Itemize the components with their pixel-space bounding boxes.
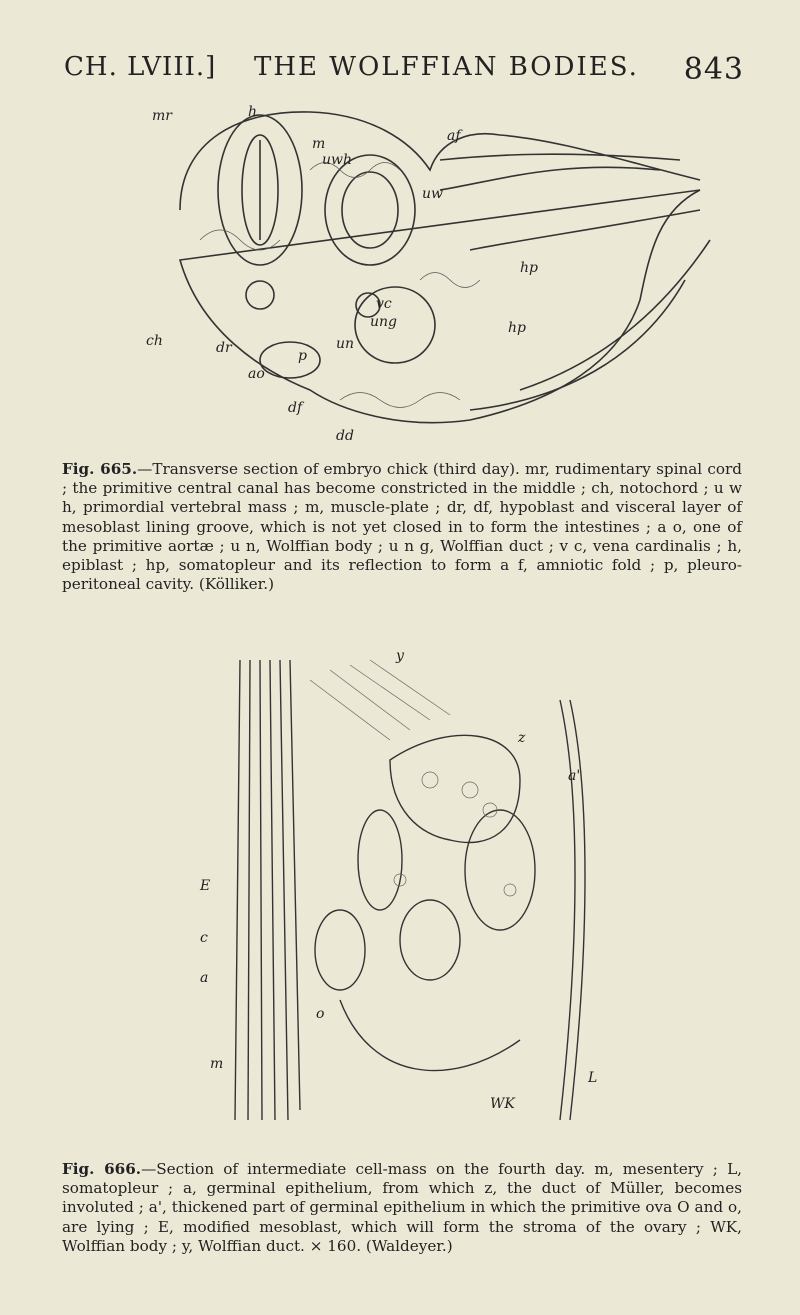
label-p: p <box>298 348 307 364</box>
label-m: m <box>210 1056 224 1072</box>
figure-666-caption <box>62 1160 742 1256</box>
label-uwh: uwh <box>322 152 353 168</box>
label-vc: vc <box>376 296 392 312</box>
figure-665-caption <box>62 460 742 594</box>
figure-665-number: Fig. 665. <box>62 460 138 478</box>
label-ch: ch <box>146 333 163 349</box>
label-hp-lower: hp <box>508 320 526 336</box>
label-un: un <box>336 336 355 352</box>
label-uw: uw <box>422 186 443 202</box>
page-number: 843 <box>683 52 744 87</box>
label-ao: ao <box>248 366 265 382</box>
figure-665-illustration <box>140 100 740 445</box>
figure-665-caption-text: —Transverse section of embryo chick (third day). mr, rudimentary spinal cord ; the primitive central canal has become constricted in the middle ; ch, notochord ; u w h, primordial vertebral mass ; m, muscle-plate ; dr, df, hypoblast and visceral layer of mesoblast lining groove, which is not yet closed in to form the intestines ; a o, one of the primitive aortæ ; u n, Wolffian body ; u n g, Wolffian duct ; v c, vena cardinalis ; h, epiblast ; hp, somatopleur and its reflection to form a f, amniotic fold ; p, pleuro-peritoneal cavity. (Kölliker.) <box>62 460 742 594</box>
label-mr: mr <box>152 108 172 124</box>
label-dd: dd <box>336 428 354 444</box>
label-dr: dr <box>216 340 232 356</box>
running-head <box>64 52 744 92</box>
figure-666-caption-text: —Section of intermediate cell-mass on the fourth day. m, mesentery ; L, somatopleur ; a, germinal epithelium, from which z, the duct of Müller, becomes involuted ; a', thickened part of germinal epithelium in which the primitive ova O and o, are lying ; E, modified mesoblast, which will form the stroma of the ovary ; WK, Wolffian body ; y, Wolffian duct. × 160. (Waldeyer.) <box>62 1160 742 1255</box>
figure-666-number: Fig. 666. <box>62 1160 142 1178</box>
label-L: L <box>588 1070 598 1086</box>
figure-666-illustration <box>190 640 610 1140</box>
label-df: df <box>288 400 303 416</box>
label-z: z <box>518 730 526 746</box>
label-hp-upper: hp <box>520 260 538 276</box>
label-h: h <box>248 104 258 120</box>
chapter-label: CH. LVIII.] <box>64 52 217 82</box>
page-heading: THE WOLFFIAN BODIES. <box>254 52 639 82</box>
label-y: y <box>396 648 404 664</box>
label-a-prime: a' <box>568 768 581 784</box>
label-a: a <box>200 970 209 986</box>
label-c: c <box>200 930 208 946</box>
label-E: E <box>200 878 211 894</box>
label-ung: ung <box>370 314 397 330</box>
label-af: af <box>447 128 461 144</box>
label-o: o <box>316 1006 325 1022</box>
label-m: m <box>312 136 326 152</box>
label-WK: WK <box>490 1096 515 1112</box>
